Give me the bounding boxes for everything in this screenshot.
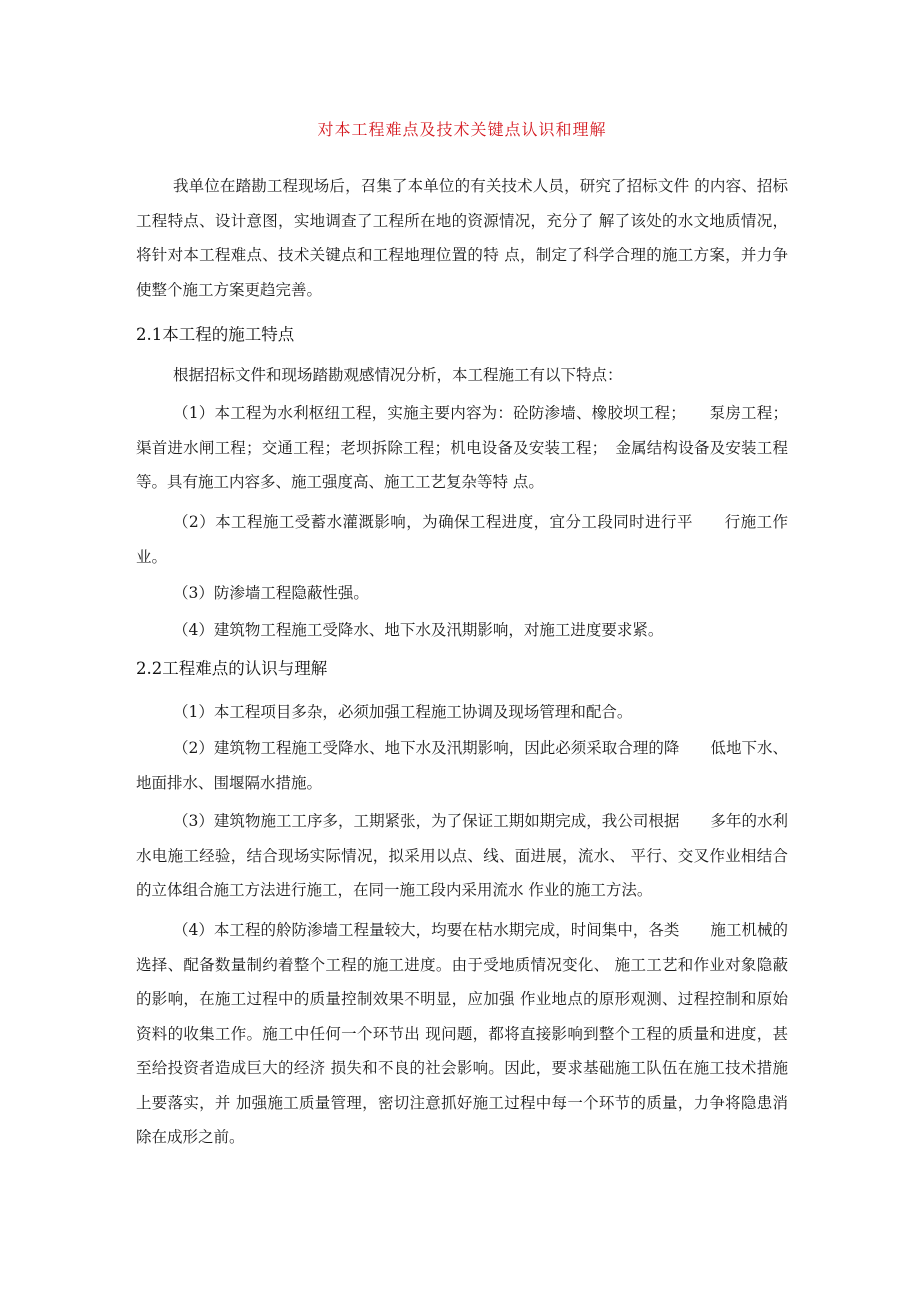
section2-item-2: （2）建筑物工程施工受降水、地下水及汛期影响，因此必须采取合理的降 低地下水、地面排水、围堰隔水措施。: [136, 739, 788, 792]
section2-item-3: （3）建筑物施工工序多，工期紧张，为了保证工期如期完成，我公司根据 多年的水利水电施工经验，结合现场实际情况，拟采用以点、线、面进展，流水、 平行、交叉作业相结合的立体组合施工方法进行施工，在同一施工段内采用流水 作业的施工方法。: [136, 812, 788, 899]
section1-item-2: （2）本工程施工受蓄水灌溉影响，为确保工程进度，宜分工段同时进行平 行施工作业。: [136, 513, 788, 566]
section1-item-3: （3）防渗墙工程隐蔽性强。: [173, 584, 369, 602]
section1-item-4: （4）建筑物工程施工受降水、地下水及汛期影响，对施工进度要求紧。: [173, 621, 664, 639]
section1-item-1: （1）本工程为水利枢纽工程，实施主要内容为：砼防渗墙、橡胶坝工程； 泵房工程；渠首进水闸工程；交通工程；老坝拆除工程；机电设备及安装工程； 金属结构设备及安装工程等。具有施工内容多、施工强度高、施工工艺复杂等特 点。: [136, 404, 788, 491]
section2-item-4: （4）本工程的舲防渗墙工程量较大，均要在枯水期完成，时间集中，各类 施工机械的选择、配备数量制约着整个工程的施工进度。由于受地质情况变化、 施工工艺和作业对象隐蔽的影响，在施工过程中的质量控制效果不明显，应加强 作业地点的原形观测、过程控制和原始资料的收集工作。施工中任何一个环节出 现问题，都将直接影响到整个工程的质量和进度，甚至给投资者造成巨大的经济 损失和不良的社会影响。因此，要求基础施工队伍在施工技术措施上要落实，并 加强施工质量管理，密切注意抓好施工过程中每一个环节的质量，力争将隐患消 除在成形之前。: [136, 921, 788, 1146]
section-heading-2-1: 2.1本工程的施工特点: [136, 325, 295, 344]
section1-lead: 根据招标文件和现场踏勘观感情况分析，本工程施工有以下特点：: [173, 366, 623, 384]
section2-item-1: （1）本工程项目多杂，必须加强工程施工协调及现场管理和配合。: [173, 703, 633, 721]
document-title: 对本工程难点及技术关键点认识和理解: [317, 120, 607, 139]
section-heading-2-2: 2.2工程难点的认识与理解: [136, 659, 328, 678]
intro-paragraph: 我单位在踏勘工程现场后，召集了本单位的有关技术人员，研究了招标文件 的内容、招标工程特点、设计意图，实地调查了工程所在地的资源情况，充分了 解了该处的水文地质情况，将针对本工程难点、技术关键点和工程地理位置的特 点，制定了科学合理的施工方案，并力争使整个施工方案更趋完善。: [136, 177, 788, 299]
